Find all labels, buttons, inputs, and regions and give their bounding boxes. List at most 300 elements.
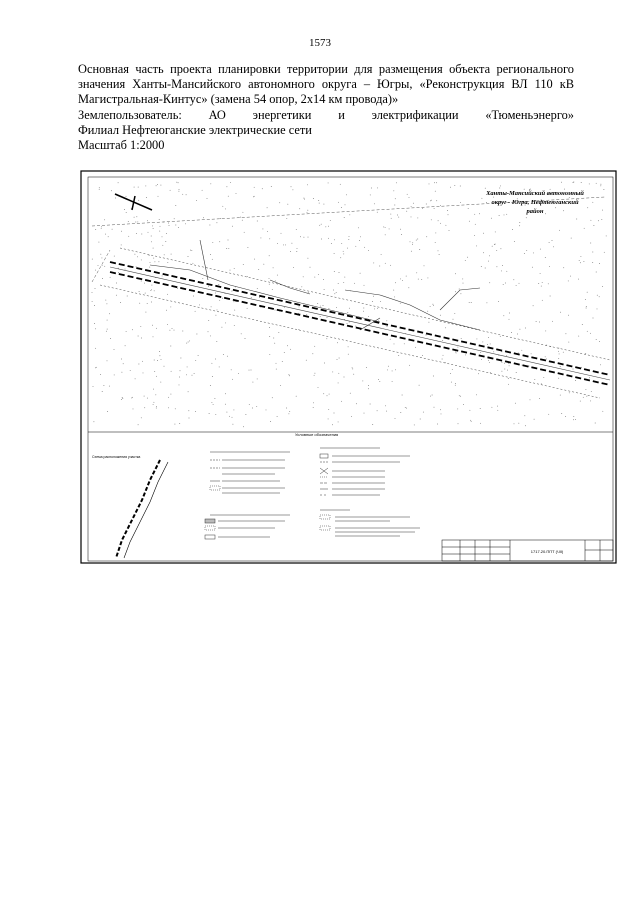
terrain-dot [276,363,277,364]
terrain-dot [262,228,263,229]
terrain-dot [170,306,171,307]
terrain-dot [454,185,455,186]
terrain-dot [287,345,288,346]
terrain-dot [296,229,297,230]
terrain-dot [548,414,549,415]
terrain-dot [107,360,108,361]
terrain-dot [481,266,482,267]
terrain-dot [167,324,168,325]
terrain-dot [463,283,464,284]
title-line-3: Магистральная-Кинтус» (замена 54 опор, 2х14 км провода)» [78,92,399,107]
terrain-dot [299,306,300,307]
terrain-dot [153,336,154,337]
terrain-dot [385,405,386,406]
terrain-dot [503,284,504,285]
terrain-dot [147,398,148,399]
terrain-dot [277,275,278,276]
terrain-dot [118,272,119,273]
terrain-dot [297,248,298,249]
terrain-dot [430,306,431,307]
terrain-dot [339,272,340,273]
terrain-dot [291,243,292,244]
terrain-dot [291,186,292,187]
terrain-dot [296,251,297,252]
terrain-dot [386,411,387,412]
terrain-dot [187,366,188,367]
terrain-dot [269,336,270,337]
terrain-dot [226,248,227,249]
terrain-dot [166,310,167,311]
terrain-dot [159,219,160,220]
terrain-dot [168,397,169,398]
terrain-dot [455,351,456,352]
region-label [485,190,584,215]
terrain-dot [292,189,293,190]
terrain-dot [579,260,580,261]
terrain-dot [387,326,388,327]
terrain-dot [95,288,96,289]
terrain-dot [234,310,235,311]
terrain-dot [338,421,339,422]
terrain-dot [497,410,498,411]
terrain-dot [490,343,491,344]
legend-column-2 [320,448,420,536]
terrain-dot [568,280,569,281]
svg-text:район: район [526,208,544,215]
terrain-dot [99,187,100,188]
terrain-dot [260,237,261,238]
terrain-dot [336,292,337,293]
terrain-dot [251,370,252,371]
terrain-dot [411,216,412,217]
terrain-dot [437,424,438,425]
terrain-dot [515,403,516,404]
terrain-dot [157,360,158,361]
terrain-dot [331,243,332,244]
terrain-dot [136,233,137,234]
terrain-dot [288,413,289,414]
terrain-dot [482,341,483,342]
terrain-dot [192,263,193,264]
terrain-dot [452,369,453,370]
terrain-dot [101,226,102,227]
terrain-dot [108,236,109,237]
terrain-dot [289,411,290,412]
terrain-dot [328,226,329,227]
terrain-dot [368,250,369,251]
terrain-dot [208,286,209,287]
terrain-dot [328,308,329,309]
terrain-dot [190,250,191,251]
terrain-dot [576,219,577,220]
terrain-dot [270,421,271,422]
terrain-dot [121,372,122,373]
terrain-dot [228,196,229,197]
terrain-dot [162,275,163,276]
terrain-dot [131,397,132,398]
terrain-dot [277,416,278,417]
terrain-dot [215,293,216,294]
terrain-dot [95,328,96,329]
terrain-dot [486,202,487,203]
terrain-dot [387,369,388,370]
terrain-dot [538,283,539,284]
terrain-dot [233,409,234,410]
terrain-dot [426,236,427,237]
terrain-dot [559,230,560,231]
terrain-dot [188,342,189,343]
terrain-dot [320,306,321,307]
terrain-dot [124,209,125,210]
terrain-dot [599,263,600,264]
terrain-dot [416,272,417,273]
terrain-dot [439,254,440,255]
terrain-dot [417,239,418,240]
terrain-dot [139,291,140,292]
terrain-dot [585,299,586,300]
terrain-dot [560,395,561,396]
terrain-dot [130,370,131,371]
terrain-dot [188,256,189,257]
terrain-dot [135,378,136,379]
terrain-dot [174,424,175,425]
terrain-dot [318,274,319,275]
terrain-dot [332,424,333,425]
terrain-dot [489,282,490,283]
terrain-dot [208,320,209,321]
terrain-dot [476,245,477,246]
terrain-dot [219,366,220,367]
terrain-dot [327,317,328,318]
terrain-dot [560,312,561,313]
terrain-dot [360,236,361,237]
terrain-dot [121,359,122,360]
terrain-dot [476,394,477,395]
terrain-dot [563,210,564,211]
terrain-dot [125,269,126,270]
terrain-dot [578,336,579,337]
terrain-dot [418,279,419,280]
terrain-dot [159,351,160,352]
terrain-dot [501,371,502,372]
terrain-dot [162,245,163,246]
terrain-dot [534,419,535,420]
terrain-dot [337,342,338,343]
terrain-dot [307,212,308,213]
terrain-dot [413,203,414,204]
terrain-dot [597,295,598,296]
terrain-dot [457,408,458,409]
terrain-dot [207,198,208,199]
terrain-dot [212,259,213,260]
document-text [78,62,574,153]
terrain-dot [213,404,214,405]
terrain-dot [580,256,581,257]
terrain-dot [340,184,341,185]
survey-symbol [115,194,152,210]
terrain-dot [440,315,441,316]
terrain-dot [259,297,260,298]
terrain-dot [526,217,527,218]
terrain-dot [275,280,276,281]
terrain-dot [571,238,572,239]
terrain-dot [368,316,369,317]
terrain-dot [107,320,108,321]
terrain-dot [573,369,574,370]
terrain-dot [438,250,439,251]
terrain-dot [141,338,142,339]
terrain-dot [274,343,275,344]
terrain-dot [455,273,456,274]
terrain-dot [509,319,510,320]
terrain-dot [154,290,155,291]
terrain-dot [138,424,139,425]
terrain-dot [284,307,285,308]
terrain-dot [488,360,489,361]
terrain-dot [314,373,315,374]
terrain-dot [545,213,546,214]
terrain-dot [406,276,407,277]
terrain-dot [182,331,183,332]
terrain-dot [395,369,396,370]
terrain-dot [458,423,459,424]
terrain-dot [247,276,248,277]
terrain-dot [549,266,550,267]
terrain-dot [334,239,335,240]
terrain-dot [114,349,115,350]
terrain-dot [278,332,279,333]
terrain-dot [383,226,384,227]
terrain-dot [138,336,139,337]
terrain-dot [364,413,365,414]
terrain-dot [368,385,369,386]
terrain-dot [121,231,122,232]
terrain-dot [146,197,147,198]
terrain-dot [123,363,124,364]
terrain-dot [400,278,401,279]
terrain-dot [536,321,537,322]
terrain-dot [558,358,559,359]
terrain-dot [346,194,347,195]
terrain-dot [442,359,443,360]
terrain-dot [348,354,349,355]
terrain-dot [326,338,327,339]
terrain-dot [231,291,232,292]
terrain-dot [160,382,161,383]
terrain-dot [462,278,463,279]
terrain-dot [585,389,586,390]
terrain-dot [272,289,273,290]
terrain-dot [338,202,339,203]
terrain-dot [427,311,428,312]
terrain-dot [323,204,324,205]
terrain-dot [267,207,268,208]
terrain-dot [147,220,148,221]
terrain-dot [429,183,430,184]
terrain-dot [142,361,143,362]
terrain-dot [465,260,466,261]
terrain-dot [455,291,456,292]
terrain-dot [155,394,156,395]
terrain-dot [232,379,233,380]
terrain-dot [164,366,165,367]
terrain-dot [162,236,163,237]
terrain-dot [215,414,216,415]
terrain-dot [421,279,422,280]
terrain-dot [379,381,380,382]
terrain-dot [350,393,351,394]
terrain-dot [172,328,173,329]
terrain-dot [143,372,144,373]
terrain-dot [441,413,442,414]
drawing-inner-frame [88,177,613,561]
terrain-dot [339,358,340,359]
terrain-dot [286,218,287,219]
legend-column-1 [205,452,290,539]
terrain-dot [221,327,222,328]
terrain-dot [541,286,542,287]
terrain-dot [600,185,601,186]
terrain-dot [352,368,353,369]
terrain-dot [344,217,345,218]
terrain-dot [212,376,213,377]
terrain-dot [287,204,288,205]
terrain-dot [590,400,591,401]
terrain-dot [211,402,212,403]
terrain-dot [401,234,402,235]
terrain-dot [506,355,507,356]
terrain-dot [362,380,363,381]
terrain-dot [524,253,525,254]
terrain-dot [395,198,396,199]
terrain-dot [178,191,179,192]
terrain-dot [501,362,502,363]
terrain-dot [175,205,176,206]
terrain-dot [349,322,350,323]
terrain-dot [343,253,344,254]
terrain-dot [303,237,304,238]
terrain-dot [307,258,308,259]
terrain-dot [98,242,99,243]
terrain-dot [174,330,175,331]
terrain-dot [359,240,360,241]
terrain-dot [228,248,229,249]
terrain-dot [389,228,390,229]
terrain-dot [575,380,576,381]
terrain-dot [583,261,584,262]
terrain-dot [450,187,451,188]
terrain-dot [533,305,534,306]
terrain-dot [106,303,107,304]
terrain-dot [319,203,320,204]
terrain-dot [160,226,161,227]
terrain-dot [328,182,329,183]
terrain-dot [312,353,313,354]
terrain-dot [191,250,192,251]
terrain-dot [409,365,410,366]
terrain-dot [483,233,484,234]
terrain-dot [137,221,138,222]
terrain-dot [175,408,176,409]
terrain-dot [483,252,484,253]
terrain-dot [98,265,99,266]
terrain-dot [522,365,523,366]
terrain-dot [467,257,468,258]
terrain-dot [243,426,244,427]
terrain-dot [400,229,401,230]
terrain-dot [116,295,117,296]
title-line-1: Основная часть проекта планировки территории для размещения объекта регионального [78,62,574,76]
terrain-dot [364,247,365,248]
terrain-dot [153,248,154,249]
terrain-dot [455,385,456,386]
terrain-dot [539,398,540,399]
terrain-dot [126,212,127,213]
terrain-dot [345,204,346,205]
terrain-dot [318,200,319,201]
terrain-dot [506,214,507,215]
terrain-dot [319,225,320,226]
terrain-dot [396,182,397,183]
terrain-dot [151,236,152,237]
terrain-dot [474,214,475,215]
terrain-dot [343,251,344,252]
terrain-dot [258,269,259,270]
terrain-dot [583,397,584,398]
terrain-dot [153,404,154,405]
terrain-dot [363,308,364,309]
terrain-dot [471,421,472,422]
terrain-dot [149,267,150,268]
terrain-dot [150,290,151,291]
terrain-dot [379,266,380,267]
terrain-dot [516,285,517,286]
terrain-dot [94,305,95,306]
terrain-dot [412,242,413,243]
terrain-dot [406,408,407,409]
terrain-dot [501,270,502,271]
terrain-dot [249,404,250,405]
terrain-dot [498,301,499,302]
terrain-dot [341,401,342,402]
terrain-dot [202,190,203,191]
terrain-dot [226,186,227,187]
terrain-dot [308,237,309,238]
terrain-dot [308,292,309,293]
terrain-dot [543,377,544,378]
terrain-dot [288,374,289,375]
terrain-dot [521,350,522,351]
terrain-dot [210,183,211,184]
terrain-dot [110,277,111,278]
terrain-dot [460,202,461,203]
terrain-dot [151,302,152,303]
terrain-dot [159,355,160,356]
terrain-dot [262,188,263,189]
terrain-dot [216,341,217,342]
terrain-dot [570,276,571,277]
terrain-dot [306,360,307,361]
terrain-dot [573,419,574,420]
terrain-dot [542,300,543,301]
terrain-dot [397,215,398,216]
terrain-dot [385,263,386,264]
terrain-dot [107,329,108,330]
terrain-dot [587,331,588,332]
terrain-dot [370,194,371,195]
terrain-dot [461,338,462,339]
terrain-dot [349,308,350,309]
